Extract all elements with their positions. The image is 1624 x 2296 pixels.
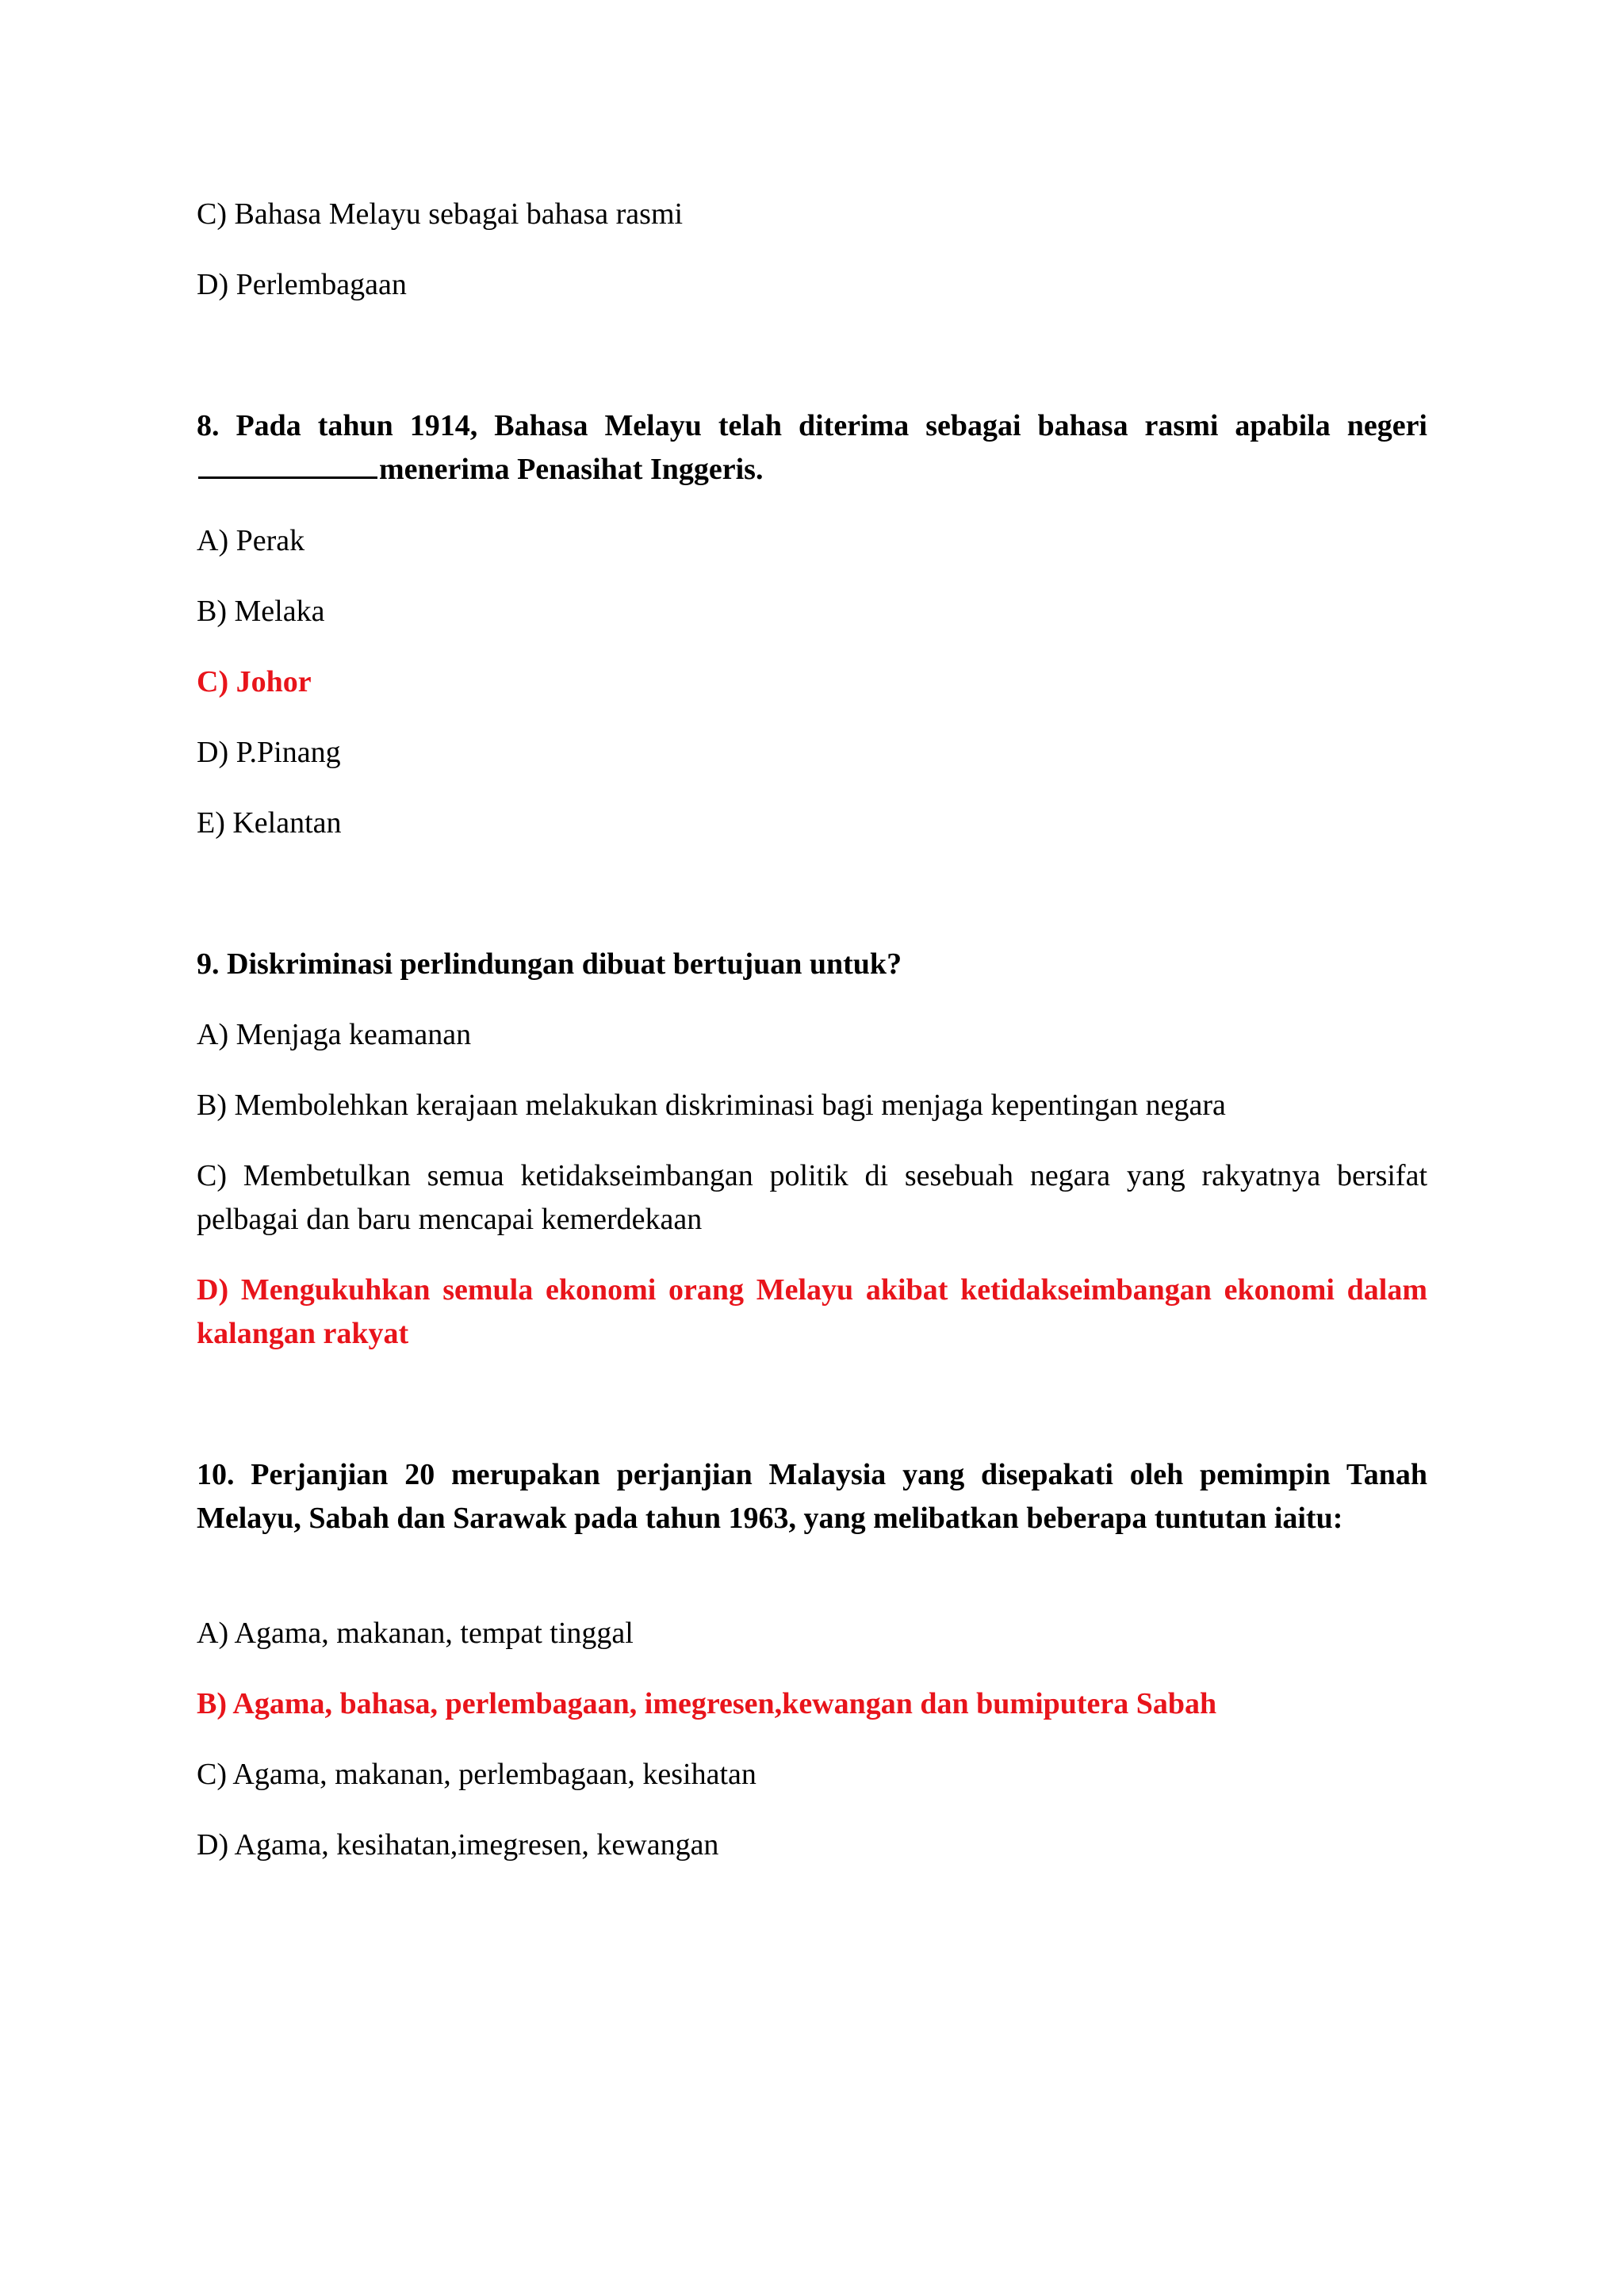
- option-prev-d: D) Perlembagaan: [197, 268, 407, 301]
- question-8-text-before: 8. Pada tahun 1914, Bahasa Melayu telah diterima sebagai bahasa rasmi apabila negeri: [197, 409, 1427, 442]
- question-8-option-a: A) Perak: [197, 524, 305, 557]
- question-10: 10. Perjanjian 20 merupakan perjanjian Malaysia yang disepakati oleh pemimpin Tanah Melayu, Sabah dan Sarawak pada tahun 1963, yang melibatkan beberapa tuntutan iaitu:: [197, 1458, 1427, 1535]
- option-prev-c: C) Bahasa Melayu sebagai bahasa rasmi: [197, 197, 684, 231]
- question-8-option-b: B) Melaka: [197, 595, 325, 628]
- question-8-option-d: D) P.Pinang: [197, 736, 341, 769]
- question-10-option-c: C) Agama, makanan, perlembagaan, kesihatan: [197, 1758, 756, 1791]
- question-8-option-c-answer: C) Johor: [197, 665, 312, 698]
- question-9-option-c: C) Membetulkan semua ketidakseimbangan politik di sesebuah negara yang rakyatnya bersifat pelbagai dan baru mencapai kemerdekaan: [197, 1159, 1427, 1236]
- question-8-text-after: menerima Penasihat Inggeris.: [379, 453, 764, 486]
- question-8: [197, 404, 1427, 492]
- question-8-blank: [198, 453, 377, 479]
- question-9-option-b: B) Membolehkan kerajaan melakukan diskriminasi bagi menjaga kepentingan negara: [197, 1089, 1226, 1122]
- question-9-option-d-answer: D) Mengukuhkan semula ekonomi orang Melayu akibat ketidakseimbangan ekonomi dalam kalangan rakyat: [197, 1273, 1427, 1350]
- question-10-option-a: A) Agama, makanan, tempat tinggal: [197, 1617, 634, 1650]
- question-9-option-a: A) Menjaga keamanan: [197, 1018, 472, 1051]
- question-10-option-b-answer: B) Agama, bahasa, perlembagaan, imegresen,kewangan dan bumiputera Sabah: [197, 1687, 1217, 1720]
- question-9: 9. Diskriminasi perlindungan dibuat bertujuan untuk?: [197, 947, 902, 981]
- question-10-option-d: D) Agama, kesihatan,imegresen, kewangan: [197, 1828, 719, 1862]
- question-8-option-e: E) Kelantan: [197, 806, 342, 840]
